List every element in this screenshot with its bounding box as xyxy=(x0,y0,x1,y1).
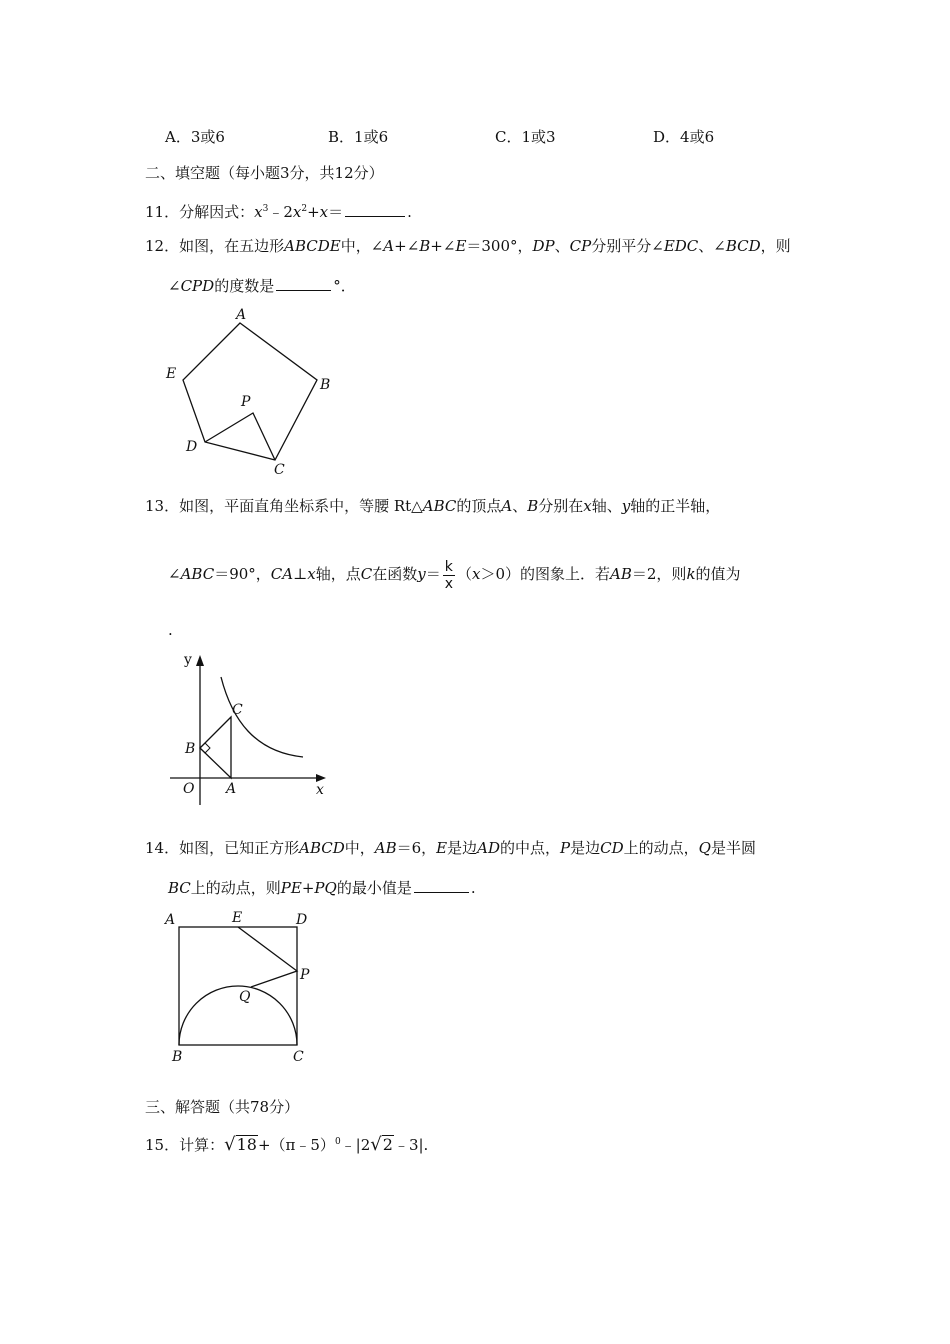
q15-text: ﹣|2 xyxy=(340,1136,371,1154)
q14-var: PQ xyxy=(314,879,337,897)
option-c: C．1或3 xyxy=(495,128,556,146)
q14-var: CD xyxy=(600,839,624,857)
q12-text: 的度数是 xyxy=(214,277,275,295)
q12-var: CP xyxy=(569,237,592,255)
q12-var: BCD xyxy=(725,237,761,255)
sqrt-icon: √ xyxy=(370,1134,382,1155)
q12-text: ∠ xyxy=(168,277,181,295)
q15-radicand: 18 xyxy=(236,1135,257,1154)
q13-text: ＝90°， xyxy=(214,565,271,583)
section3-title: 三、解答题（共78分） xyxy=(145,1098,300,1116)
q13-text: 轴、 xyxy=(591,497,622,515)
q12-number: 12． xyxy=(145,237,180,255)
q13-text: 轴的正半轴， xyxy=(630,497,721,515)
q14-var: E xyxy=(436,839,448,857)
q14-var: AD xyxy=(477,839,500,857)
triangle-dpc xyxy=(205,413,275,460)
coordinate-figure xyxy=(165,650,345,805)
pentagon-shape xyxy=(183,323,317,460)
label-d: D xyxy=(296,912,308,928)
section2-title: 二、填空题（每小题3分，共12分） xyxy=(145,164,384,182)
q13-var: A xyxy=(501,497,513,515)
q12-text: 、 xyxy=(554,237,570,255)
label-b: B xyxy=(185,741,196,757)
q12-var: E xyxy=(455,237,467,255)
q14-text: 如图，已知正方形 xyxy=(179,839,300,857)
q13-text: ＝2，则 xyxy=(631,565,687,583)
q15-text: ﹣3|. xyxy=(393,1136,429,1154)
fraction-numerator: k xyxy=(443,559,455,576)
q14-var: AB xyxy=(374,839,397,857)
q14-text: 是边 xyxy=(570,839,601,857)
q13-var: B xyxy=(527,497,539,515)
q11-answer-blank[interactable] xyxy=(345,202,405,217)
label-p: P xyxy=(300,967,310,983)
label-e: E xyxy=(232,910,243,926)
question-12-line1 xyxy=(145,236,791,256)
label-p: P xyxy=(241,394,251,410)
sqrt-icon: √ xyxy=(224,1134,236,1155)
option-d: D．4或6 xyxy=(653,128,715,146)
path-epq xyxy=(238,927,297,987)
q15-text: 计算： xyxy=(179,1136,225,1154)
q13-text: 轴，点 xyxy=(315,565,361,583)
q12-text: 分别平分∠ xyxy=(591,237,664,255)
x-axis-arrow-icon xyxy=(316,774,326,782)
label-y: y xyxy=(184,652,192,668)
fraction-denominator: x xyxy=(444,575,453,592)
question-13-line3: . xyxy=(168,621,173,639)
q14-answer-blank[interactable] xyxy=(414,878,469,893)
label-a: A xyxy=(236,307,247,323)
q12-text: 中，∠ xyxy=(340,237,384,255)
label-q: Q xyxy=(239,989,251,1005)
label-c: C xyxy=(274,462,285,478)
q13-var: ABC xyxy=(422,497,457,515)
question-13-line1 xyxy=(145,496,720,516)
q12-var: B xyxy=(419,237,431,255)
q13-text: （ xyxy=(457,565,473,583)
q12-text: ＝300°， xyxy=(466,237,533,255)
q11-exponent: 3 xyxy=(262,204,269,214)
q11-mid: ﹣2 xyxy=(268,203,293,221)
semicircle-bc xyxy=(179,986,297,1045)
q13-var: x xyxy=(583,497,592,515)
square-figure xyxy=(160,905,320,1065)
q14-text: 中， xyxy=(344,839,375,857)
q11-var: x xyxy=(319,203,329,221)
label-b: B xyxy=(172,1049,183,1065)
q13-text: 在函数 xyxy=(372,565,418,583)
q15-exponent: 0 xyxy=(334,1137,341,1147)
q12-var: A xyxy=(383,237,395,255)
q14-var: PE xyxy=(280,879,302,897)
right-angle-marker xyxy=(200,743,210,753)
label-d: D xyxy=(186,439,198,455)
label-x: x xyxy=(316,782,324,798)
q14-text: 的最小值是 xyxy=(336,879,412,897)
label-b: B xyxy=(320,377,331,393)
q14-text: 是边 xyxy=(447,839,478,857)
label-a: A xyxy=(226,781,237,797)
q13-number: 13． xyxy=(145,497,180,515)
q12-answer-blank[interactable] xyxy=(276,276,331,291)
q12-text: °． xyxy=(333,277,356,295)
q13-text: 的顶点 xyxy=(456,497,502,515)
q13-var: CA xyxy=(270,565,294,583)
q12-poly: ABCDE xyxy=(284,237,341,255)
q13-fraction xyxy=(443,559,455,592)
q14-text: 是半圆 xyxy=(710,839,756,857)
q13-var: y xyxy=(621,497,631,515)
q14-var: ABCD xyxy=(299,839,345,857)
q13-text: 分别在 xyxy=(538,497,584,515)
q13-text: 如图，平面直角坐标系中，等腰 Rt△ xyxy=(179,497,423,515)
q14-text: 上的动点，则 xyxy=(190,879,281,897)
q12-var: CPD xyxy=(180,277,215,295)
q13-text: ＞0）的图象上．若 xyxy=(480,565,611,583)
q13-var: x xyxy=(307,565,316,583)
q12-var: DP xyxy=(532,237,555,255)
q11-number: 11． xyxy=(145,203,180,221)
q13-var: x xyxy=(472,565,481,583)
question-13-line2 xyxy=(168,556,741,592)
label-o: O xyxy=(183,781,195,797)
q11-exponent: 2 xyxy=(301,204,308,214)
pentagon-figure xyxy=(160,305,340,480)
q13-text: 的值为 xyxy=(695,565,741,583)
question-14-line2 xyxy=(168,878,476,898)
q11-prefix: 分解因式： xyxy=(179,203,255,221)
q11-var: x xyxy=(254,203,263,221)
q14-var: BC xyxy=(168,879,191,897)
q11-end: . xyxy=(407,203,412,221)
q15-text: +（π﹣5） xyxy=(257,1136,335,1154)
q14-text: 上的动点， xyxy=(623,839,699,857)
q15-number: 15． xyxy=(145,1136,180,1154)
q12-text: 如图，在五边形 xyxy=(179,237,285,255)
q12-text: +∠ xyxy=(394,237,420,255)
q14-number: 14． xyxy=(145,839,180,857)
label-c: C xyxy=(293,1049,304,1065)
q13-var: y xyxy=(417,565,426,583)
q14-text: + xyxy=(301,879,315,897)
question-15 xyxy=(145,1132,428,1155)
option-a: A．3或6 xyxy=(165,128,225,146)
label-c: C xyxy=(232,702,243,718)
q12-text: +∠ xyxy=(430,237,456,255)
q13-var: AB xyxy=(610,565,632,583)
q12-text: ，则 xyxy=(760,237,791,255)
q14-var: P xyxy=(560,839,571,857)
q13-var: k xyxy=(686,565,696,583)
q14-var: Q xyxy=(698,839,711,857)
q13-text: ⊥ xyxy=(293,565,308,583)
q11-eq: ＝ xyxy=(328,203,344,221)
label-e: E xyxy=(166,366,177,382)
q12-var: EDC xyxy=(663,237,699,255)
q13-var: C xyxy=(360,565,373,583)
q13-text: 、 xyxy=(512,497,528,515)
q14-text: . xyxy=(470,879,476,897)
q11-var: x xyxy=(292,203,302,221)
question-12-line2 xyxy=(168,276,356,296)
q14-text: 的中点， xyxy=(500,839,561,857)
triangle-abc xyxy=(200,717,231,778)
q15-radicand: 2 xyxy=(382,1135,393,1154)
q13-var: ABC xyxy=(180,565,215,583)
question-14-line1 xyxy=(145,838,756,858)
q11-plus: + xyxy=(307,203,320,221)
q14-text: ＝6， xyxy=(396,839,437,857)
label-a: A xyxy=(165,912,176,928)
q13-text: ＝ xyxy=(425,565,441,583)
option-b: B．1或6 xyxy=(328,128,389,146)
y-axis-arrow-icon xyxy=(196,655,204,666)
q13-text: ∠ xyxy=(168,565,181,583)
question-11 xyxy=(145,199,412,222)
q12-text: 、∠ xyxy=(698,237,726,255)
